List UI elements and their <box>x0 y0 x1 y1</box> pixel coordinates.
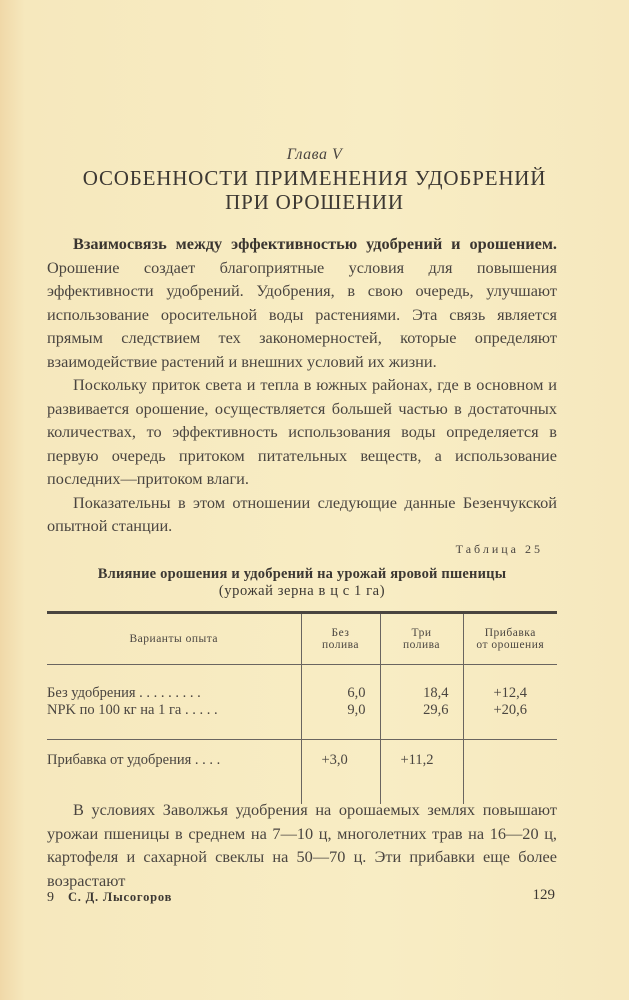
chapter-title-line-1: ОСОБЕННОСТИ ПРИМЕНЕНИЯ УДОБРЕНИЙ <box>82 166 547 190</box>
header-gain-irrigation: Прибавка от орошения <box>463 614 557 665</box>
table-caption <box>47 566 557 600</box>
chapter-title-line-2: ПРИ ОРОШЕНИИ <box>225 190 404 214</box>
page-number: 129 <box>532 887 555 903</box>
paragraph-lead: Взаимосвязь между эффективностью удобрений и орошением. <box>73 234 557 253</box>
table-number: Таблица 25 <box>455 542 543 556</box>
body-text-upper <box>47 232 557 538</box>
chapter-label: Глава V <box>286 146 343 163</box>
table-row: Без удобрения . . . . . . . . . 6,0 18,4 +12,4 <box>47 685 557 702</box>
paragraph-3: Показательны в этом отношении следующие данные Безенчукской опытной станции. <box>47 492 557 535</box>
signature-number: 9 <box>47 890 54 905</box>
paragraph-2: Поскольку приток света и тепла в южных районах, где в основном и развивается орошение, осуществляется большей частью в достаточных количествах, то эффективность использования воды определяется в первую очередь притоком питательных веществ, а использование последних—притоком влаги. <box>47 375 557 488</box>
header-no-irrigation: Без полива <box>301 614 380 665</box>
chapter-title <box>0 166 629 214</box>
body-text-lower <box>47 798 557 892</box>
table-summary-row: Прибавка от удобрения . . . . +3,0 +11,2 <box>47 740 557 805</box>
table-title: Влияние орошения и удобрений на урожай яровой пшеницы <box>97 566 507 582</box>
author-name: С. Д. Лысогоров <box>67 890 173 904</box>
table-subtitle: (урожай зерна в ц с 1 га) <box>218 583 386 599</box>
paragraph-4: В условиях Заволжья удобрения на орошаемых землях повышают урожаи пшеницы в среднем на 7—10 ц, многолетних трав на 16—20 ц, картофеля и сахарной свеклы на 50—70 ц. Эти прибавки еще более возрастают <box>47 800 557 890</box>
table-row: NPK по 100 кг на 1 га . . . . . 9,0 29,6 +20,6 <box>47 702 557 719</box>
header-variant: Варианты опыта <box>47 614 301 665</box>
table-header-row <box>47 614 557 665</box>
header-three-irrigations: Три полива <box>380 614 463 665</box>
yield-table <box>47 611 557 804</box>
printer-signature <box>47 890 172 906</box>
paragraph-1 <box>47 232 557 373</box>
paragraph-1-text: Орошение создает благоприятные условия для повышения эффективности удобрений. Удобрения, в свою очередь, улучшают использование оросительной воды растениями. Эта связь является прямым следствием тех закономерностей, которые определяют взаимодействие растений и внешних условий их жизни. <box>47 257 557 371</box>
